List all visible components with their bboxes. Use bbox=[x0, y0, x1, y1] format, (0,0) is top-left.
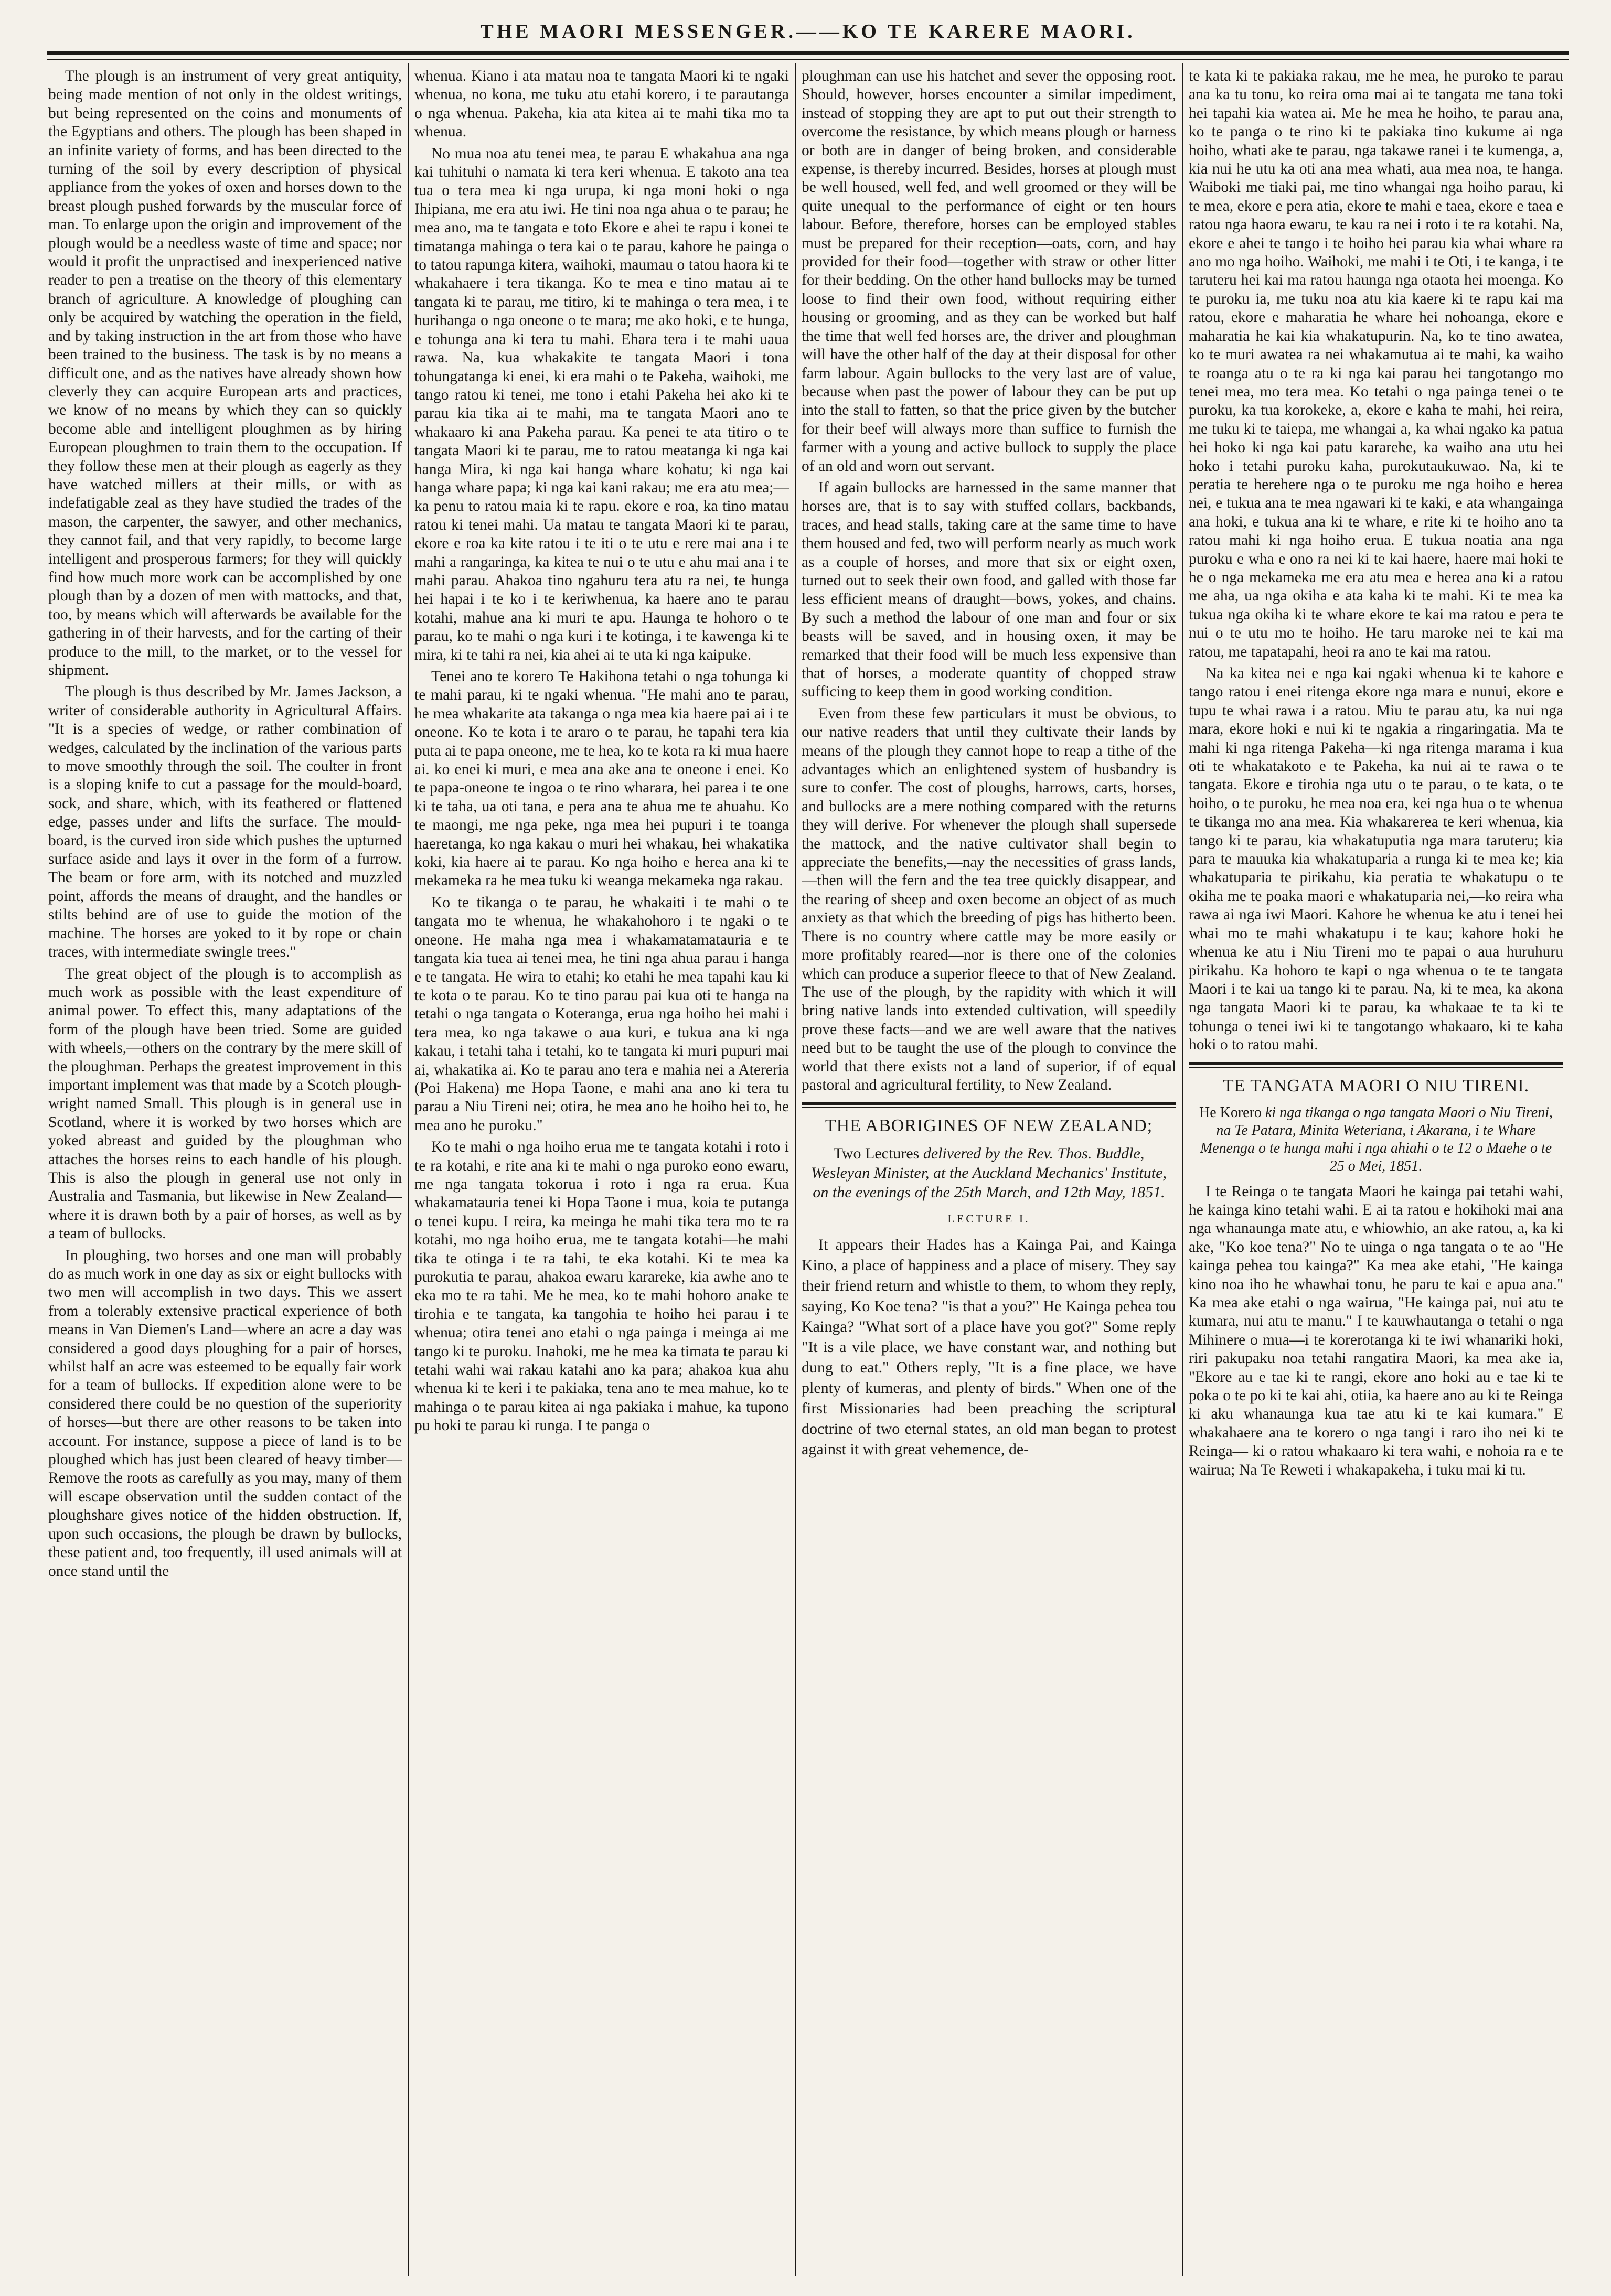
masthead-title: THE MAORI MESSENGER.——KO TE KARERE MAORI. bbox=[480, 20, 1136, 42]
article-paragraph: Na ka kitea nei e nga kai ngaki whenua ki te kahore e tango ratou i enei ritenga ekore nga mara e nunui, ekore e tupu te whai rawa i a ratou. Miu te parau atu, ka nui nga mara, ekore hoki e nui ki te ngakia a ringaringatia. Ma te mahi ki nga ritenga Pakeha—ki nga ritenga marama i kua oti te whakatakoto e te Pakeha, ka nui ai te rawa o te tangata. Ekore e tirohia nga utu o te parau, o te kata, o te hoiho, o te puroku, he mea noa era, kei nga hua o te whenua te tikanga mo ana mea. Kia whakarerea te keri whenua, kia tango ki te parau, kia whakatuputia nga mara taruteru; kia para te mauuka kia whakatuparia a runga ki te mea ke; kia whakatuparia te pirikahu, kia peratia te whakatupu o te okiha me te poaka maori e whakatuparia nei,—ko reira wha rawa ai nga iwi Maori. Kahore he whenua ke atu i tenei hei whai mo te mahi whakatupu i te kau; kahore hoki he whenua ke atu i Niu Tireni mo te papai o aua huruhuru pirikahu. Ka hohoro te kapi o nga whenua o te te tangata Maori i te kai ua tango ki te parau. Na, ki te mea, ka akona nga tangata Maori ki te parau, ka whakaae te ta ki te tohunga o tenei iwi ki te tangotango whakaaro, ki te kaha hoki o to ratou mahi. bbox=[1189, 665, 1563, 1054]
section-rule bbox=[1189, 1062, 1563, 1065]
article-paragraph: Ko te tikanga o te parau, he whakaiti i te mahi o te tangata mo te whenua, he whakahohoro i te ngaki o te oneone. He maha nga mea i whakamatamatauria e te tangata kia tuea ai tenei mea, he tini nga ahua parau i hanga e te tangata. He wira to etahi; ko etahi he mea tapahi kau ki te kota o te parau. Ko te tino parau pai kua oti te hanga na tetahi o nga tangata o Koteranga, erua nga hoiho hei mahi i tera mea, ko nga takawe o aua kuri, e tukua ana ki nga kakau, i tetahi taha i tetahi, ko te tangata ki muri pupuri mai ai, whakatika ai. Ko te parau ano tera e mahia nei a Atereria (Poi Hakena) me Hopa Taone, e mahi ana ano ki tera tu parau a Niu Tireni nei; otira, he mea ano he hoiho hei to, he mea ano he puroku." bbox=[414, 894, 789, 1134]
article-paragraph: In ploughing, two horses and one man will probably do as much work in one day as six or eight bullocks with two men will accomplish in two days. This we assert from a tolerably extensive practical experience of both means in Van Diemen's Land—where an acre a day was considered a good days ploughing for a pair of horses, whilst half an acre was esteemed to be equally fair work for a team of bullocks. If expedition alone were to be considered there could be no question of the superiority of horses—but there are other reasons to be taken into account. For instance, suppose a piece of land is to be ploughed which has just been cleared of heavy timber—Remove the roots as carefully as you may, many of them will escape observation until the sudden contact of the ploughshare gives notice of the hidden obstruction. If, upon such occasions, the plough be drawn by bullocks, these patient and, too frequently, ill used animals will at once stand until the bbox=[48, 1247, 402, 1580]
article-paragraph: Even from these few particulars it must be obvious, to our native readers that until they cultivate their lands by means of the plough they cannot hope to reap a tithe of the advantages which an enlightened system of husbandry is sure to confer. The cost of ploughs, harrows, carts, horses, and bullocks are a mere nothing compared with the returns they will derive. For whenever the plough shall supersede the mattock, and the native cultivator shall begin to appreciate the benefits,—nay the necessities of grass lands,—then will the fern and the tea tree quickly disappear, and the rearing of sheep and oxen become an object of as much anxiety as that which the breeding of pigs has hitherto been. There is no country where cattle may be more easily or more profitably reared—nor is there one of the colonies which can produce a superior fleece to that of New Zealand. The use of the plough, by the rapidity with which it will bring native lands into extended cultivation, will speedily prove these facts—and we are well aware that the natives need but to be taught the use of the plough to convince the world that there exists not a land of superior, if of equal pastoral and agricultural fertility, to New Zealand. bbox=[802, 705, 1176, 1093]
article-paragraph: If again bullocks are harnessed in the same manner that horses are, that is to say with stuffed collars, backbands, traces, and head stalls, taking care at the same time to have them housed and fed, two will perform nearly as much work as a couple of horses, and more that six or eight oxen, turned out to seek their own food, and galled with those far less efficient means of draught—bows, yokes, and chains. By such a method the labour of one man and four or six beasts will be saved, and in housing oxen, it may be remarked that their food will be much less expensive than that of horses, a moderate quantity of chopped straw sufficing to keep them in good working condition. bbox=[802, 479, 1176, 701]
article-paragraph: The plough is an instrument of very great antiquity, being made mention of not only in the oldest writings, but being represented on the coins and monuments of the Egyptians and others. The plough has been shaped in an infinite variety of forms, and has been directed to the turning of the soil by every description of physical appliance from the yokes of oxen and horses down to the breast plough pushed forwards by the muscular force of man. To enlarge upon the origin and improvement of the plough would be a needless waste of time and space; nor would it profit the unpractised and inexperienced native reader to pen a treatise on the theory of this elementary branch of agriculture. A knowledge of ploughing can only be acquired by watching the operation in the field, and by taking instruction in the art from those who have been trained to the business. The task is by no means a difficult one, and as the natives have already shown how cleverly they can acquire European arts and practices, we know of no means by which they can so quickly become able and intelligent ploughmen as by hiring European ploughmen to train them to the occupation. If they follow these men at their plough as eagerly as they have watched millers at their mills, or with as indefatigable zeal as they have studied the trades of the mason, the carpenter, the sawyer, and other mechanics, they cannot fail, and that very rapidly, to become large intelligent and prosperous farmers; for they will quickly find how much more work can be accomplished by one plough than by a dozen of men with mattocks, and that, too, by means which will afterwards be available for the gathering in of their harvests, and for the carting of their produce to the mill, to the market, or to the vessel for shipment. bbox=[48, 68, 402, 679]
article-paragraph: ploughman can use his hatchet and sever the opposing root. Should, however, horses encounter a similar impediment, instead of stopping they are apt to put out their strength to overcome the resistance, by which means plough or harness or both are in danger of being broken, and considerable expense, is thereby incurred. Besides, horses at plough must be well housed, well fed, and well groomed or they will be quite unequal to the performance of eight or ten hours labour. Before, therefore, horses can be employed stables must be prepared for their reception—oats, corn, and hay provided for their food—together with straw or other litter for their bedding. On the other hand bullocks may be turned loose to find their own food, without requiring either housing or grooming, and as they can be worked but half the time that well fed horses are, the driver and ploughman will have the other half of the day at their disposal for other farm labour. Again bullocks to the very last are of value, because when past the power of labour they can be put up into the stall to fatten, so that the price given by the butcher for their beef will always more than suffice to furnish the farmer with a young and active bullock to supply the place of an old and worn out servant. bbox=[802, 68, 1176, 475]
masthead-rule-thick bbox=[47, 51, 1569, 55]
section-rule bbox=[802, 1107, 1176, 1108]
column-2 bbox=[414, 67, 789, 2270]
lecture-label: LECTURE I. bbox=[947, 1212, 1030, 1226]
masthead-rule-thin bbox=[47, 59, 1569, 60]
section-rule bbox=[1189, 1067, 1563, 1068]
article-paragraph: No mua noa atu tenei mea, te parau E whakahua ana nga kai tuhituhi o namata ki tera keri whenua. E takoto ana tea tua o tera mea ki nga urupa, ki nga moni hoki o nga Ihipiana, me era atu iwi. He tini noa nga ahua o te parau; he mea ano, ma te tangata e toto Ekore e ahei te rapu i konei te timatanga mahinga o tera kai o te parau, kahore he painga o to tatou rapunga kitera, waihoki, maumau o tatou haora ki te whakahaere i tera tikanga. Ko te mea e tino matau ai te tangata ki te parau, me titiro, ki te mahinga o tera mea, i te hurihanga o nga oneone o te mara; me ako hoki, e te hunga, e tohunga ana ki tera tu mahi. Ehara tera i te mahi uaua rawa. Na, kua whakakite te tangata Maori i tona tohungatanga ki enei, ki era mahi o te Pakeha, waihoki, me tango ratou ki tenei, me tono i etahi Pakeha hei ako ki te parau kia tika ai te mahi, ma te tangata Maori ano te whakaaro ki ana Pakeha parau. Ka penei te ata titiro o te tangata Maori ki te parau, me to ratou meatanga ki nga kai hanga Mira, ki nga kai hanga whare kohatu; ki nga kai hanga whare papa; ki nga kai kani rakau; me era atu mea;—ka penu to ratou maia ki te rapu. ekore e roa, ka tino matau ratou ki tenei mahi. Ua matau te tangata Maori ki te parau, ekore e roa ka kite ratou i te iti o te utu e rere mai ana i te mahi a rangaringa, ka kitea te nui o te utu e ahu mai ana i te mahi parau. Ahakoa tino ngahuru tera atu ra nei, te hunga hei hapai i te ko i te keriwhenua, ka haere ano te parau kotahi, mahue ana ki muri te apu. Haunga te hohoro o te parau, ko te mahi o nga kuri i te kotinga, i te kawenga ki te mira, ki te tahi ra nei, kia ahei ai te uta ki nga kaipuke. bbox=[414, 145, 789, 663]
column-rule bbox=[795, 63, 796, 2276]
column-3 bbox=[802, 67, 1176, 2270]
article-subhead bbox=[1194, 1104, 1558, 1175]
subhead-lead: He Korero bbox=[1199, 1104, 1262, 1121]
column-4 bbox=[1189, 67, 1563, 2270]
article-paragraph: te kata ki te pakiaka rakau, me he mea, he puroko te parau ana ka tu tonu, ko reira oma mai ai te tangata me tana toki hei tapahi kia watea ai. Me he mea he hoiho, te parau ana, ko te panga o te rino ki te pakiaka tino kukume ai nga hoiho, whati ake te parau, nga takawe ranei i te kumenga, a, kia nui he utu ka oti ana mea whati, aua mea noa, te hanga. Waiboki me tiaki pai, me tino whangai nga hoiho parau, ki te mea, ekore e pera atia, ekore te mahi e taea, ekore e taea e ratou nga haora ewaru, te kau ra nei i roto i te ra kotahi. Na, ekore e ahei te tango i te hoiho hei parau kia whai whare ra ano mo nga hoiho. Waihoki, me mahi i te Oti, i te kanga, i te taruteru hei kai ma ratou haunga nga otaota hei moenga. Ko te puroku ia, me tuku noa atu kia kaere ki te rapu kai ma ratou, ekore e maharatia he whare hei nohoanga, ekore e maharatia he kai kia whakatupurin. Na, ko te tino awatea, ko te muri awatea ra nei whakamutua ai te mahi, ka waiho te roanga atu o te ra ki nga kai parau hei tangotango mo tenei mea, mo tera mea. Ko tetahi o nga painga tenei o te puroku, ka tua korokeke, a, ekore e kaha te mahi, hei reira, me tuku ki te taiepa, me whangai a, ka whai ngako ka patua hei hoko ki nga kai patu kararehe, ka waiho ana utu hei hoko i tetahi puroku kaha, purokutaukuwao. Na, ki te peratia te herehere nga o te puroku me nga hoiho e herea nei, e tukua ana te mea ngawari ki te kaki, e ata whangainga ana hoki, e tukua ana ki te whare, e rite ki te hoiho ano ta ratou mahi ki nga hoiho erua. E tukua noatia ana nga puroku e wha e ono ra nei ki te kai haere, haere mai hoki te he o nga mekameka me era atu mea e herea ana ki a ratou me aha, ua nga okiha e ata kaha ki te mahi. Ki te mea ka tukua nga okiha ki te whare ekore te kai ma ratou e pera te nui o te utu mo te hoiho. He taru maroke nei te kai ma ratou, me tapatapahi, heoi ra ano te kai ma ratou. bbox=[1189, 68, 1563, 660]
column-rule bbox=[408, 63, 409, 2276]
article-paragraph: The great object of the plough is to accomplish as much work as possible with the least expenditure of animal power. To effect this, many adaptations of the form of the plough have been tried. Some are guided with wheels,—others on the contrary by the mere skill of the ploughman. Perhaps the greatest improvement in this important implement was that made by a Scotch plough-wright named Small. This plough is in general use in Scotland, where it is worked by two horses which are yoked abreast and guided by the ploughman who attaches the horses reins to each handle of his plough. This is also the plough in general use not only in Australia and Tasmania, but likewise in New Zealand—where it is drawn both by a pair of horses, as well as by a team of bullocks. bbox=[48, 965, 402, 1242]
lecture-body bbox=[802, 1235, 1176, 1460]
article-paragraph: whenua. Kiano i ata matau noa te tangata Maori ki te ngaki whenua, no kona, me tuku atu etahi korero, i te parautanga o nga whenua. Pakeha, kia ata kitea ai te mahi tika mo ta whenua. bbox=[414, 68, 789, 141]
article-paragraph: The plough is thus described by Mr. James Jackson, a writer of considerable authority in Agricultural Affairs. "It is a species of wedge, or rather combination of wedges, calculated by the inclination of the various parts to move smoothly through the soil. The coulter in front is a sloping knife to cut a passage for the mould-board, sock, and share, which, with its feathered or flattened edge, passes under and lifts the surface. The mould-board, is the curved iron side which pushes the upturned surface aside and lays it over in the form of a furrow. The beam or fore arm, with its notched and muzzled point, affords the means of draught, and the handles or stilts behind are of use to guide the motion of the machine. The horses are yoked to it by rope or chain traces, with intermediate swingle trees." bbox=[48, 683, 402, 961]
article-paragraph: I te Reinga o te tangata Maori he kainga pai tetahi wahi, he kainga kino tetahi wahi. E ai ta ratou e hokihoki mai ana nga whanaunga mate atu, e whiowhio, an ake ratou, a, ka ki ake, "Ko koe tena?" No te uinga o nga tangata o te ao "He kainga pehea tou kainga?" Ka mea ake etahi, "He kainga kino noa iho he whawhai tonu, he paru te kai e apua ana." Ka mea ake etahi o nga wairua, "He kainga pai, nui atu te kumara, nui atu te manu." I te kauwhautanga o tetahi o nga Mihinere o mua—i te korerotanga ki te iwi whanariki hoki, riri pakupaku noa tetahi rangatira Maori, ka mea ake ia, "Ekore au e tae ki te rangi, ekore ano hoki au e tae ki te poka o te po ki te kai ahi, otiia, ka haere ano au ki te Reinga ki aku whanaunga kua tae atu ki te kai kumara." E whakahaere ana te korero o nga tangi i raro iho nei ki te Reinga— ki o ratou whakaaro ki tera wahi, e nohoia ra e te wairua; Na Te Reweti i whakapakeha, i tuku mai ki tu. bbox=[1189, 1183, 1563, 1478]
subhead-rest: ki nga tikanga o nga tangata Maori o Niu Tireni, na Te Patara, Minita Weteriana, i Akarana, i te Whare Menenga o te hunga mahi i nga ahiahi o te 12 o Maehe o te 25 o Mei, 1851. bbox=[1200, 1104, 1553, 1174]
article-headline: THE ABORIGINES OF NEW ZEALAND; bbox=[825, 1116, 1153, 1136]
article-paragraph: It appears their Hades has a Kainga Pai, and Kainga Kino, a place of happiness and a place of misery. They say their friend return and whistle to them, to whom they reply, saying, Ko Koe tena? "is that a you?" He Kainga pehea tou Kainga? "What sort of a place have you got?" Some reply "It is a vile place, we have constant war, and nothing but dung to eat." Others reply, "It is a fine place, we have plenty of kumeras, and plenty of birds." When one of the first Missionaries had been preaching the scriptural doctrine of two eternal states, an old man began to protest against it with great vehemence, de- bbox=[802, 1236, 1176, 1458]
article-subhead bbox=[807, 1144, 1171, 1202]
article-headline: TE TANGATA MAORI O NIU TIRENI. bbox=[1222, 1076, 1530, 1096]
subhead-rest: delivered by the Rev. Thos. Buddle, Wesleyan Minister, at the Auckland Mechanics' Institute, on the evenings of the 25th March, and 12th May, 1851. bbox=[811, 1145, 1167, 1201]
article-paragraph: Tenei ano te korero Te Hakihona tetahi o nga tohunga ki te mahi parau, ki te ngaki whenua. "He mahi ano te parau, he mea whakarite ata takanga o nga mea kia haere pai ai i te oneone. Ko te kota i te araro o te parau, he tapahi tera kia puta ai te papa oneone, me te hea, ko te kota ra ki mua haere ai. ko enei ki muri, e mea ana ake ana te oneone i enei. Ko te papa-oneone te ingoa o te rino wharara, hei parea i te one ki te taha, ua oti tana, e pera ana te ahua me te ahuahu. Ko te maongi, me nga peke, nga mea hei pupuri i te toanga haeretanga, ko nga kakau o muri hei whakau, hei whakatika koki, kia haere ai te parau. Ko nga hoiho e herea ana ki te mekameka ra he mea tuku ki weanga mekameka nga rakau. bbox=[414, 668, 789, 889]
column-1 bbox=[48, 67, 402, 2270]
section-rule bbox=[802, 1102, 1176, 1105]
subhead-lead: Two Lectures bbox=[833, 1145, 920, 1163]
article-paragraph: Ko te mahi o nga hoiho erua me te tangata kotahi i roto i te ra kotahi, e rite ana ki te mahi o nga puroko eono ewaru, me nga tangata tokorua i roto i nga ra erua. Kua whakamatauria tenei ki Hopa Taone i mua, koia te putanga o tenei kupu. I reira, ka meinga he mahi tika tera mo te ra kotahi, mo nga hoiho erua, me te tangata kotahi—he mahi tika te otinga i te ra tahi, te eka kotahi. Ki te mea ka purokutia te parau, ahakoa ewaru karareke, kia awhe ano te eka mo te ra tahi. Me he mea, ko te mahi hohoro anake te tirohia e te tangata, ka tangohia te hoiho hei parau i te whenua; otira tenei ano etahi o nga painga i meinga ai me tango ki te puroku. Inahoki, me he mea ka timata te parau ki tetahi wahi wai rakau katahi ano ka para; ahakoa kua ahu whenua ki te keri i te pakiaka, tena ano te mea mahue, ko te mahinga o te parau kitea ai nga pakiaka i mahue, ka tupono pu hoki te parau ki runga. I te panga o bbox=[414, 1139, 789, 1434]
column-rule bbox=[1182, 63, 1183, 2276]
